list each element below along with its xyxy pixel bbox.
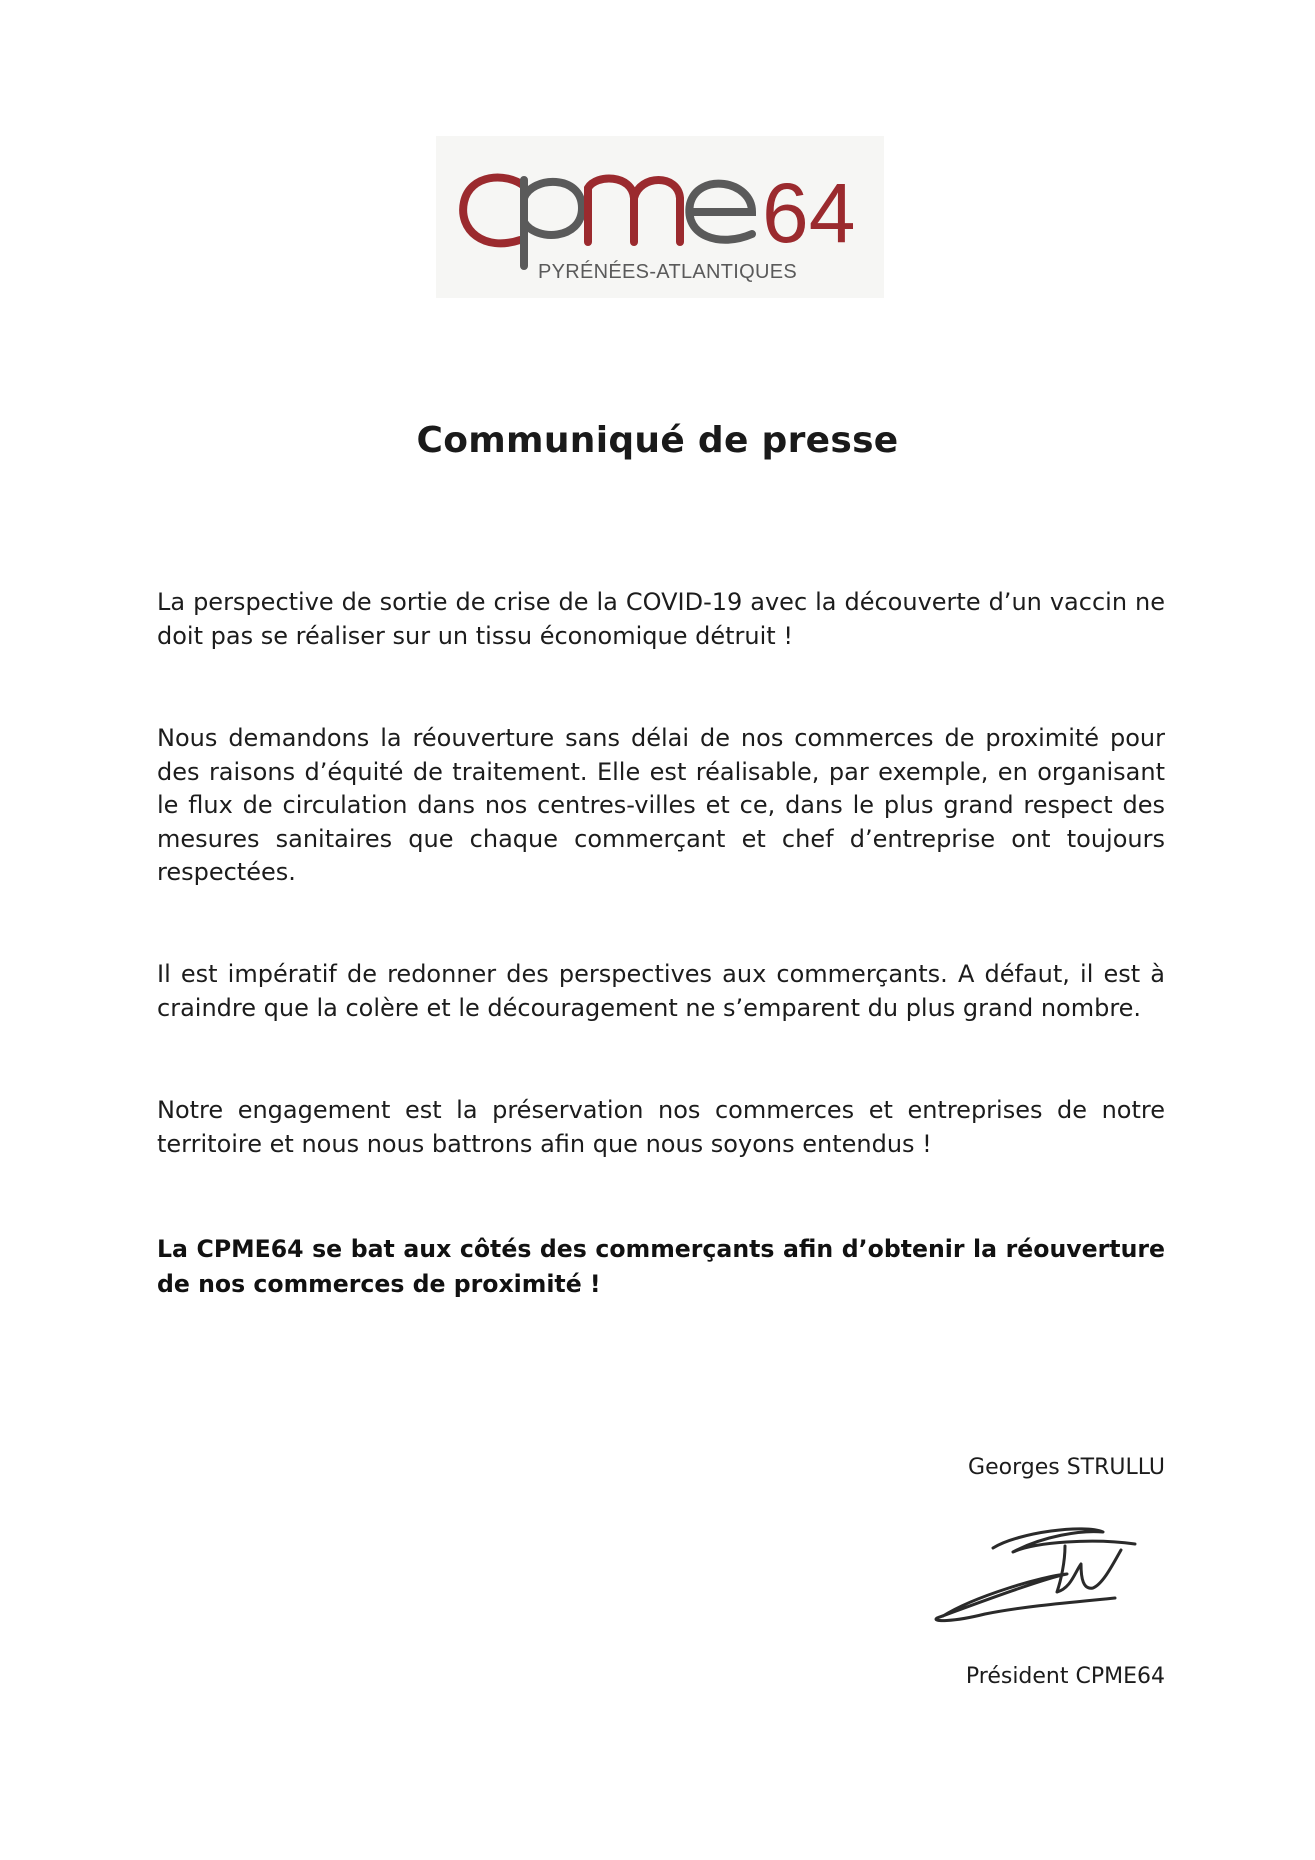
handwritten-signature (925, 1518, 1185, 1638)
paragraph-3: Il est impératif de redonner des perspectives aux commerçants. A défaut, il est à craindre que la colère et le découragement ne s’emparent du plus grand nombre. (157, 960, 1165, 1022)
cpme64-logo (436, 136, 884, 298)
logo-subtitle: PYRÉNÉES-ATLANTIQUES (538, 261, 798, 283)
logo-letter-p (524, 180, 582, 266)
logo-letter-c (463, 178, 524, 244)
signatory-role: Président CPME64 (965, 1664, 1165, 1689)
logo-letter-m (588, 179, 680, 242)
paragraph-4: Notre engagement est la préservation nos commerces et entreprises de notre territoire et nous nous battrons afin que nous soyons entendus ! (157, 1096, 1165, 1158)
signatory-name: Georges STRULLU (968, 1455, 1165, 1480)
cpme64-logo-graphic (436, 136, 884, 298)
paragraph-2: Nous demandons la réouverture sans délai de nos commerces de proximité pour des raisons d’équité de traitement. Elle est réalisable, par exemple, en organisant le flux de circulation dans nos centres-villes et ce, dans le plus grand respect des mesures sanitaires que chaque commerçant et chef d’entreprise ont toujours respectées. (157, 724, 1165, 886)
paragraph-1: La perspective de sortie de crise de la COVID-19 avec la découverte d’un vaccin ne doit pas se réaliser sur un tissu économique détruit ! (157, 588, 1165, 650)
closing-statement: La CPME64 se bat aux côtés des commerçants afin d’obtenir la réouverture de nos commerces de proximité ! (157, 1235, 1165, 1298)
logo-letter-e (689, 184, 752, 240)
logo-number: 64 (762, 166, 856, 260)
page-title: Communiqué de presse (416, 420, 899, 461)
